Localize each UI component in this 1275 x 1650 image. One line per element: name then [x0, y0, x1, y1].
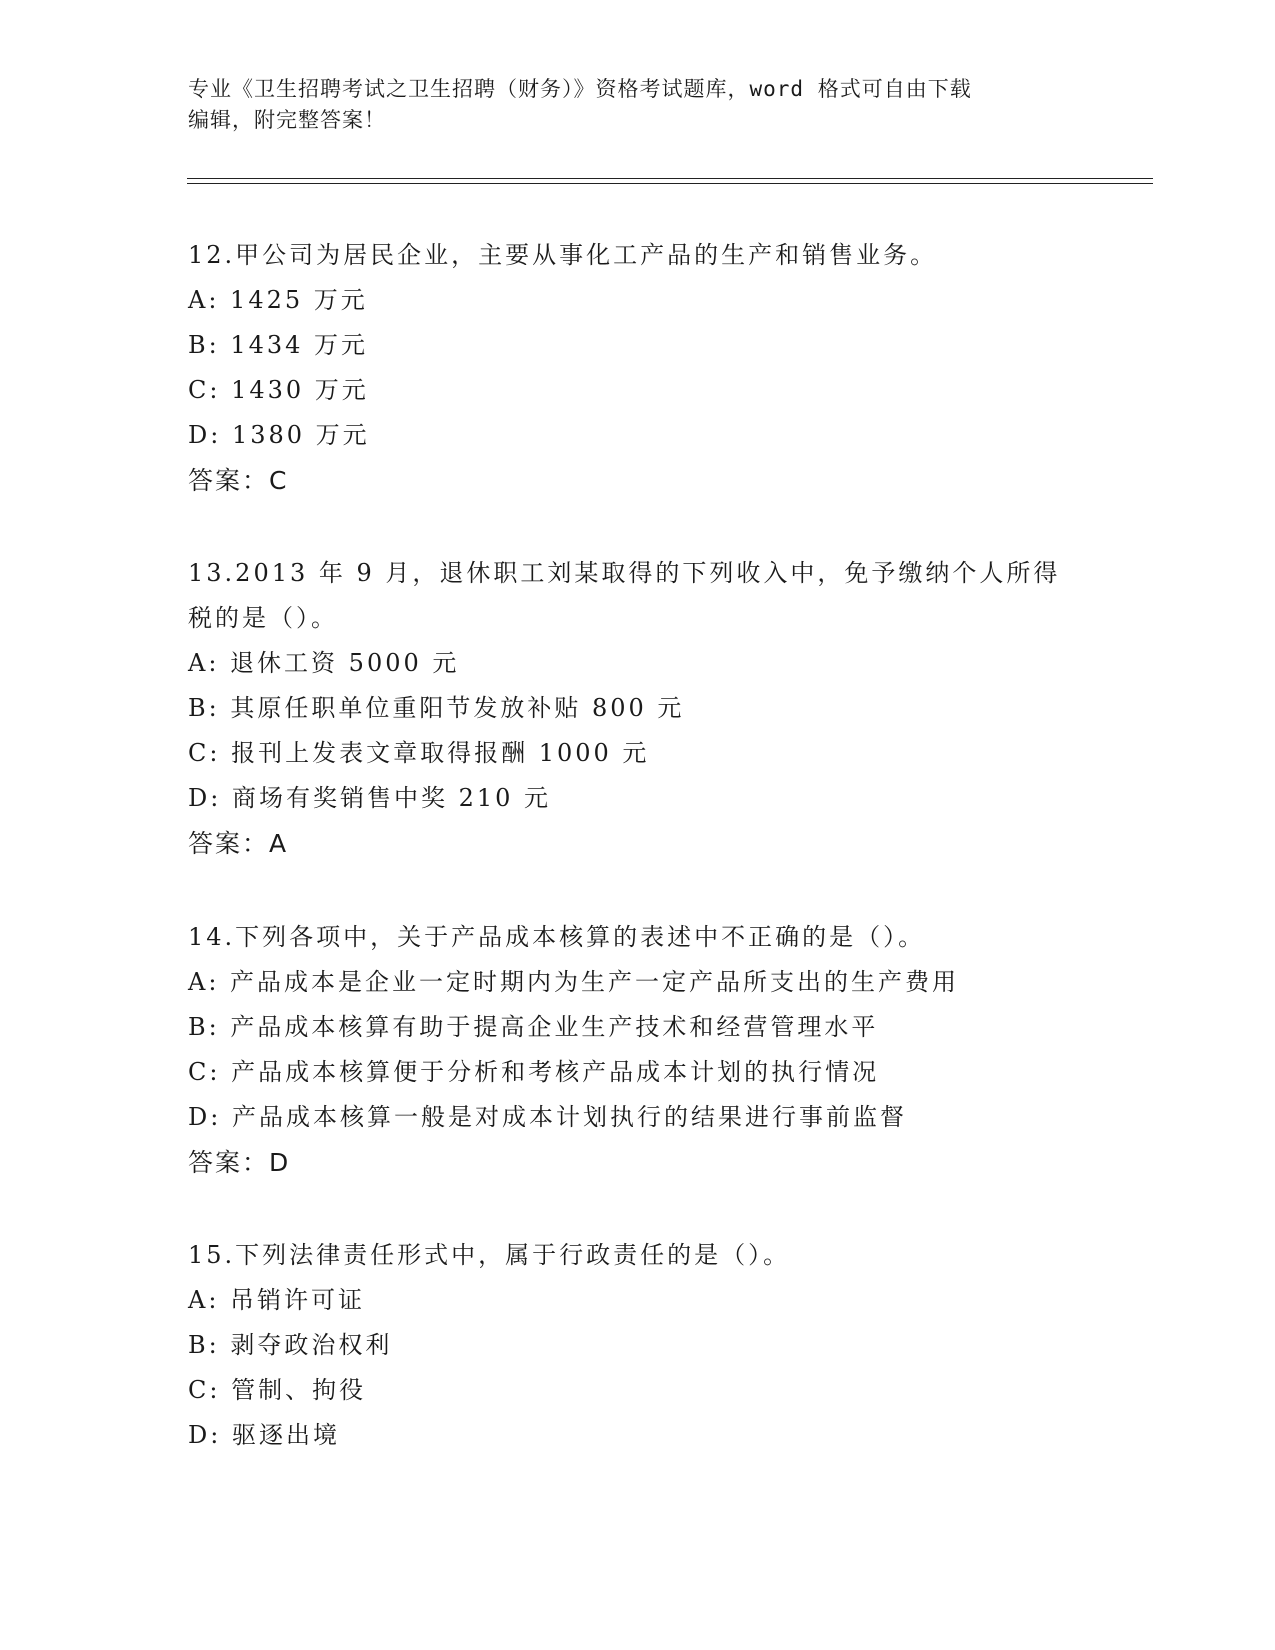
question-15	[188, 1233, 1108, 1458]
option-c: C: 1430 万元	[188, 376, 369, 404]
option-c: C: 报刊上发表文章取得报酬 1000 元	[188, 739, 650, 767]
question-stem: 14.下列各项中，关于产品成本核算的表述中不正确的是（）。	[188, 923, 926, 951]
option-b: B: 产品成本核算有助于提高企业生产技术和经营管理水平	[188, 1013, 879, 1041]
header-line-1: 专业《卫生招聘考试之卫生招聘（财务）》资格考试题库，word 格式可自由下载	[188, 77, 972, 101]
header-line-2: 编辑，附完整答案！	[188, 108, 386, 132]
option-a: A: 退休工资 5000 元	[188, 649, 460, 677]
answer-line: 答案：A	[188, 829, 289, 858]
option-c: C: 产品成本核算便于分析和考核产品成本计划的执行情况	[188, 1058, 880, 1086]
document-header	[188, 74, 1088, 136]
option-d: D: 驱逐出境	[188, 1421, 340, 1449]
option-b: B: 其原任职单位重阳节发放补贴 800 元	[188, 694, 685, 722]
question-stem-continued: 税的是（）。	[188, 604, 338, 632]
question-12	[188, 233, 1108, 503]
option-a: A: 1425 万元	[188, 286, 368, 314]
question-stem: 12.甲公司为居民企业，主要从事化工产品的生产和销售业务。	[188, 241, 938, 269]
option-a: A: 产品成本是企业一定时期内为生产一定产品所支出的生产费用	[188, 968, 960, 996]
header-divider-top	[187, 178, 1153, 179]
option-d: D: 产品成本核算一般是对成本计划执行的结果进行事前监督	[188, 1103, 907, 1131]
option-a: A: 吊销许可证	[188, 1286, 366, 1314]
answer-line: 答案：C	[188, 466, 289, 495]
question-stem: 13.2013 年 9 月，退休职工刘某取得的下列收入中，免予缴纳个人所得	[188, 559, 1061, 587]
option-d: D: 1380 万元	[188, 421, 370, 449]
question-stem: 15.下列法律责任形式中，属于行政责任的是（）。	[188, 1241, 791, 1269]
answer-line: 答案：D	[188, 1148, 291, 1177]
header-divider-bottom	[187, 183, 1153, 184]
option-b: B: 1434 万元	[188, 331, 369, 359]
option-c: C: 管制、拘役	[188, 1376, 367, 1404]
question-13	[188, 551, 1108, 866]
option-d: D: 商场有奖销售中奖 210 元	[188, 784, 552, 812]
question-14	[188, 915, 1108, 1185]
option-b: B: 剥夺政治权利	[188, 1331, 393, 1359]
